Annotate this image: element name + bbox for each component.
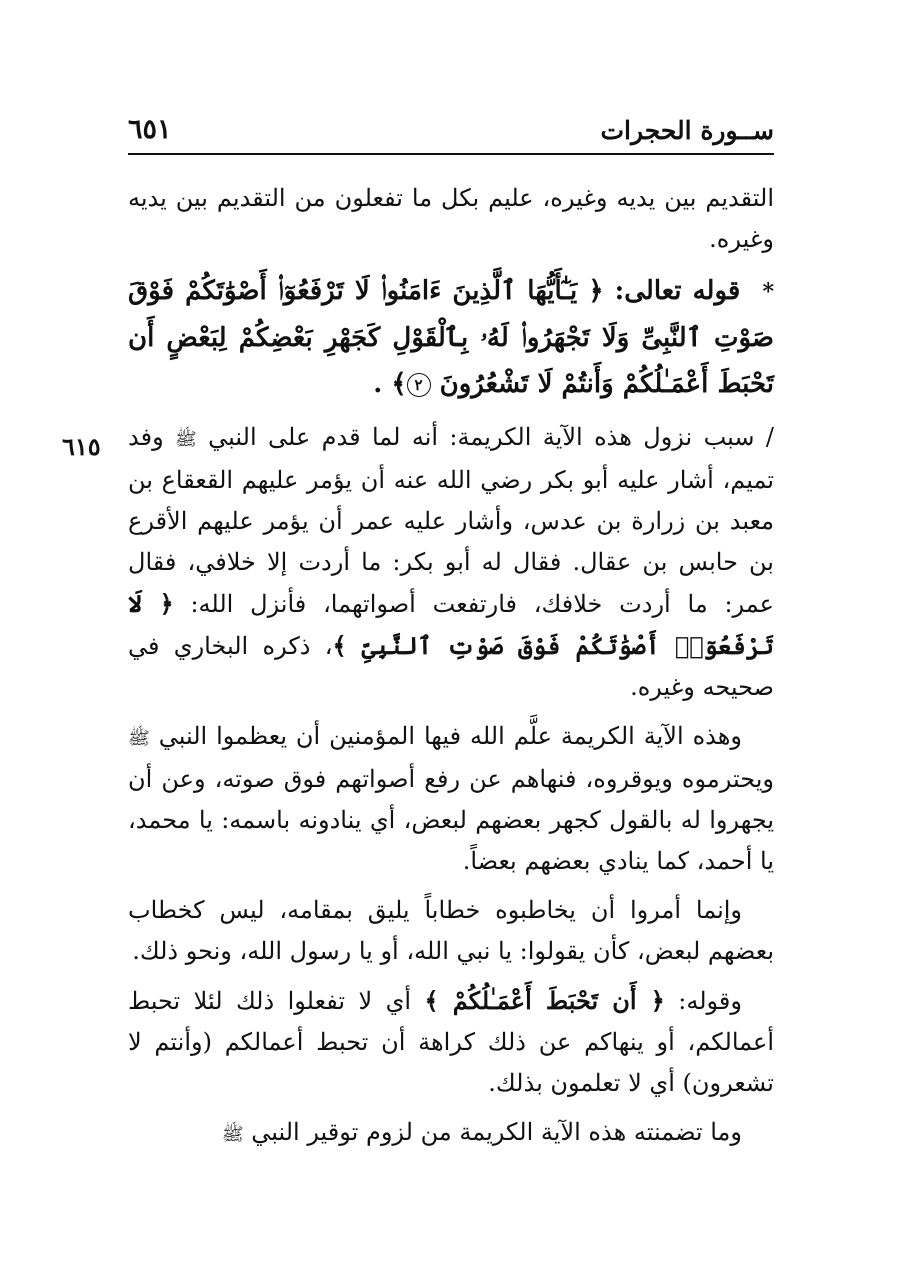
salutation-glyph: ﷺ <box>221 1124 244 1145</box>
quran-quote: ﴿ أَن تَحْبَطَ أَعْمَـٰلُكُمْ ﴾ <box>424 986 665 1015</box>
header-divider <box>128 153 774 155</box>
salutation-glyph: ﷺ <box>175 429 197 450</box>
quran-verse: يَـٰٓأَيُّهَا ٱلَّذِينَ ءَامَنُوا۟ لَا تَرْفَعُوٓا۟ أَصْوَٰتَكُمْ فَوْقَ صَوْتِ ٱلنَّبِىِّ وَلَا تَجْهَرُوا۟ لَهُۥ بِٱلْقَوْلِ كَجَهْرِ بَعْضِكُمْ لِبَعْضٍ أَن تَحْبَطَ أَعْمَـٰلُكُمْ وَأَنتُمْ لَا تَشْعُرُونَ <box>128 276 774 399</box>
page-number: ٦٥١ <box>128 114 172 145</box>
star-marker: * <box>762 279 774 305</box>
paragraph-4-part-b: ويحترموه ويوقروه، فنهاهم عن رفع أصواتهم فوق صوته، وعن أن يجهروا له بالقول كجهر بعضهم لبعض، أي ينادونه باسمه: يا محمد، يا أحمد، كما ينادي بعضهم بعضاً. <box>128 765 774 875</box>
verse-close-bracket: ﴾ . <box>373 369 407 399</box>
paragraph-4-part-a: وهذه الآية الكريمة علَّم الله فيها المؤمنين أن يعظموا النبي <box>158 722 742 750</box>
verse-number-ornament: ٢ <box>407 373 431 397</box>
paragraph-4 <box>128 716 774 882</box>
paragraph-3-part-a: / سبب نزول هذه الآية الكريمة: أنه لما قدم على النبي <box>208 423 774 451</box>
paragraph-6 <box>128 980 774 1104</box>
margin-page-reference: ٦١٥ <box>62 432 101 461</box>
paragraph-5: وإنما أمروا أن يخاطبوه خطاباً يليق بمقامه، ليس كخطاب بعضهم لبعض، كأن يقولوا: يا نبي الله، أو يا رسول الله، ونحو ذلك. <box>128 896 774 965</box>
verse-intro: قوله تعالى: <box>614 276 741 306</box>
verse-paragraph <box>128 268 774 407</box>
page-header <box>128 112 774 152</box>
paragraph-3 <box>128 417 774 708</box>
surah-title: ســورة الحجرات <box>600 116 774 145</box>
page-body <box>128 178 774 1163</box>
verse-open-bracket: ﴿ <box>588 276 604 306</box>
paragraph-3-part-b: وفد تميم، أشار عليه أبو بكر رضي الله عنه أن يؤمر عليهم القعقاع بن معبد بن زرارة بن عدس، وأشار عليه عمر أن يؤمر عليهم الأقرع بن حابس بن عقال. فقال له أبو بكر: ما أردت إلا خلافي، فقال عمر: ما أردت خلافك، فارتفعت أصواتهما، فأنزل الله: <box>128 423 774 618</box>
salutation-glyph: ﷺ <box>128 728 150 749</box>
paragraph-7 <box>128 1112 774 1155</box>
paragraph-7-part-a: وما تضمنته هذه الآية الكريمة من لزوم توقير النبي <box>251 1118 742 1146</box>
paragraph-6-part-b: أي لا تفعلوا ذلك لئلا تحبط أعمالكم، أو ينهاكم عن ذلك كراهة أن تحبط أعمالكم (وأنتم لا تشعرون) أي لا تعلمون بذلك. <box>128 987 774 1097</box>
paragraph-6-part-a: وقوله: <box>678 987 742 1015</box>
paragraph-1: التقديم بين يديه وغيره، عليم بكل ما تفعلون من التقديم بين يديه وغيره. <box>128 184 774 253</box>
paragraph-3-part-c: ، ذكره البخاري في صحيحه وغيره. <box>128 632 774 701</box>
quran-quote: ﴿ لَا تَرْفَعُوٓا۟ أَصْوَٰتَكُمْ فَوْقَ صَوْتِ ٱلنَّبِىِّ ﴾ <box>128 589 774 660</box>
